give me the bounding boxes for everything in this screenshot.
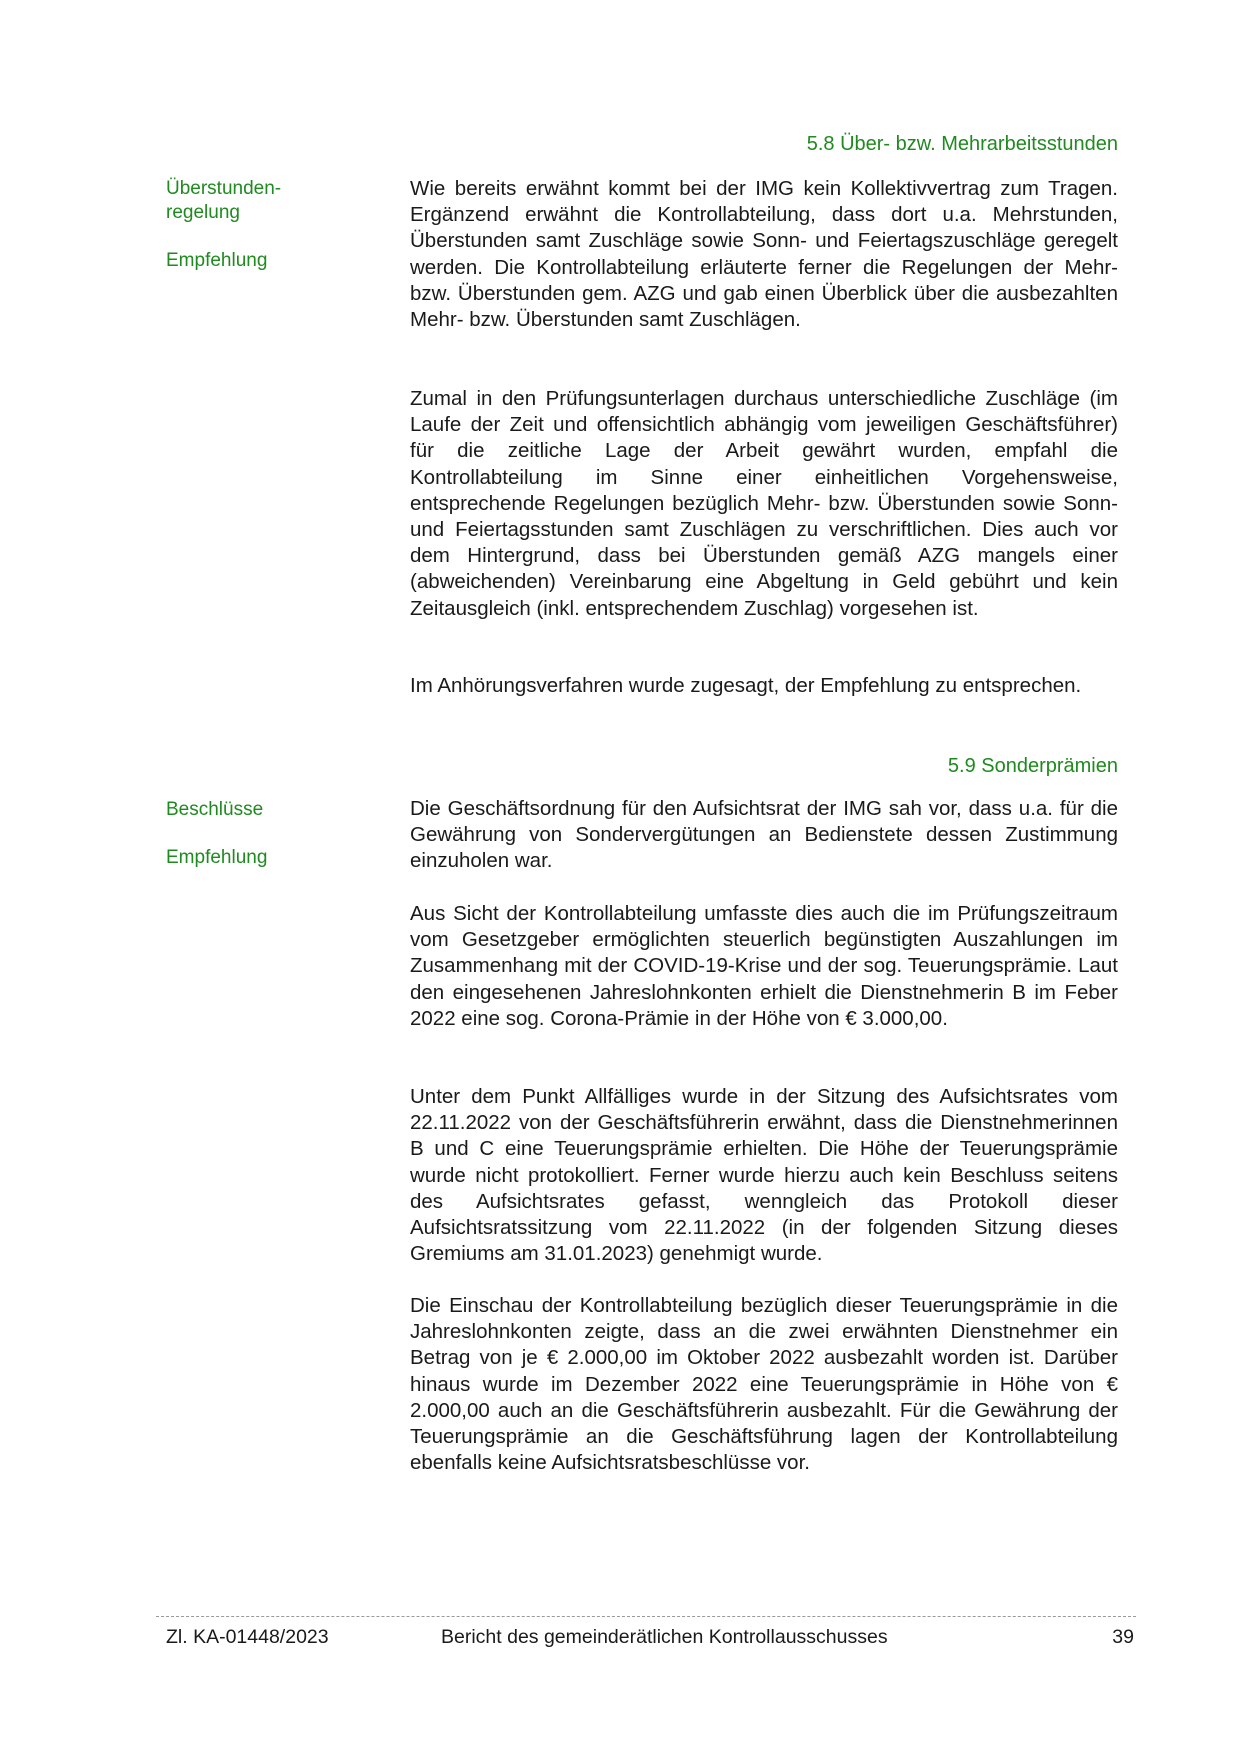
footer-reference: Zl. KA-01448/2023	[166, 1626, 329, 1648]
footer-title: Bericht des gemeinderätlichen Kontrollausschusses	[441, 1626, 888, 1648]
margin-note-beschluesse: Beschlüsse	[166, 799, 264, 820]
paragraph: Wie bereits erwähnt kommt bei der IMG kein Kollektivvertrag zum Tragen. Ergänzend erwähnt die Kontrollabteilung, dass dort u.a. Mehrstunden, Überstunden samt Zuschläge sowie Sonn- und Feiertagszuschläge geregelt werden. Die Kontrollabteilung erläuterte ferner die Regelungen der Mehr- bzw. Überstunden gem. AZG und gab einen Überblick über die ausbezahlten Mehr- bzw. Überstunden samt Zuschlägen.	[410, 177, 1118, 332]
paragraph: Aus Sicht der Kontrollabteilung umfasste dies auch die im Prüfungszeitraum vom Gesetzgeber ermöglichten steuerlich begünstigten Auszahlungen im Zusammenhang mit der COVID-19-Krise und der sog. Teuerungsprämie. Laut den eingesehenen Jahreslohnkonten erhielt die Dienstnehmerin B im Feber 2022 eine sog. Corona-Prämie in der Höhe von € 3.000,00.	[410, 902, 1118, 1030]
margin-note-empfehlung: Empfehlung	[166, 250, 268, 271]
section-heading-5-9: 5.9 Sonderprämien	[947, 755, 1118, 777]
paragraph: Unter dem Punkt Allfälliges wurde in der Sitzung des Aufsichtsrates vom 22.11.2022 von der Geschäftsführerin erwähnt, dass die Dienstnehmerinnen B und C eine Teuerungsprämie erhielten. Die Höhe der Teuerungsprämie wurde nicht protokolliert. Ferner wurde hierzu auch kein Beschluss seitens des Aufsichtsrates gefasst, wenngleich das Protokoll dieser Aufsichtsratssitzung vom 22.11.2022 (in der folgenden Sitzung dieses Gremiums am 31.01.2023) genehmigt wurde.	[410, 1085, 1118, 1266]
margin-note-empfehlung: Empfehlung	[166, 847, 268, 868]
margin-note-line: Überstunden-	[166, 178, 282, 199]
page-number: 39	[1112, 1626, 1134, 1648]
paragraph: Im Anhörungsverfahren wurde zugesagt, der Empfehlung zu entsprechen.	[410, 674, 1082, 697]
paragraph: Zumal in den Prüfungsunterlagen durchaus unterschiedliche Zuschläge (im Laufe der Zeit und offensichtlich abhängig vom jeweiligen Geschäftsführer) für die zeitliche Lage der Arbeit gewährt wurden, empfahl die Kontrollabteilung im Sinne einer einheitlichen Vorgehensweise, entsprechende Regelungen bezüglich Mehr- bzw. Überstunden sowie Sonn- und Feiertagsstunden samt Zuschlägen zu verschriftlichen. Dies auch vor dem Hintergrund, dass bei Überstunden gemäß AZG mangels einer (abweichenden) Vereinbarung eine Abgeltung in Geld gebührt und kein Zeitausgleich (inkl. entsprechendem Zuschlag) vorgesehen ist.	[410, 387, 1118, 620]
paragraph: Die Einschau der Kontrollabteilung bezüglich dieser Teuerungsprämie in die Jahreslohnkonten zeigte, dass an die zwei erwähnten Dienstnehmer ein Betrag von je € 2.000,00 im Oktober 2022 ausbezahlt worden ist. Darüber hinaus wurde im Dezember 2022 eine Teuerungsprämie in Höhe von € 2.000,00 auch an die Geschäftsführerin ausbezahlt. Für die Gewährung der Teuerungsprämie an die Geschäftsführung lagen der Kontrollabteilung ebenfalls keine Aufsichtsratsbeschlüsse vor.	[410, 1294, 1118, 1475]
paragraph: Die Geschäftsordnung für den Aufsichtsrat der IMG sah vor, dass u.a. für die Gewährung von Sondervergütungen an Bedienstete dessen Zustimmung einzuholen war.	[410, 797, 1118, 873]
footer-divider	[156, 1616, 1136, 1617]
margin-note-line: regelung	[166, 202, 240, 223]
margin-note-ueberstundenregelung	[166, 177, 366, 225]
section-heading-5-8: 5.8 Über- bzw. Mehrarbeitsstunden	[806, 133, 1118, 155]
